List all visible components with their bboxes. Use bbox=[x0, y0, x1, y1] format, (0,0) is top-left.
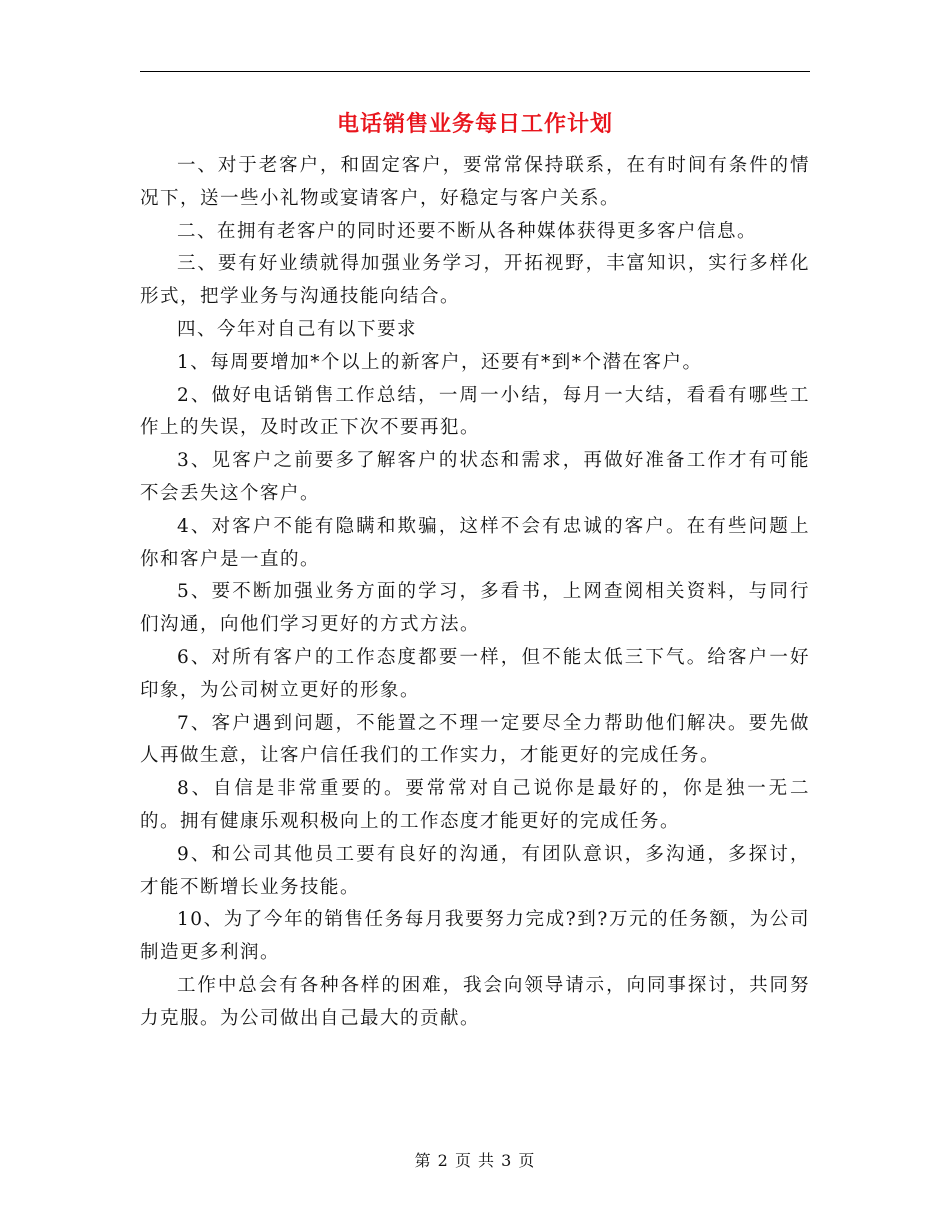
paragraph: 6、对所有客户的工作态度都要一样，但不能太低三下气。给客户一好印象，为公司树立更好的形象。 bbox=[140, 646, 810, 701]
header-rule bbox=[140, 71, 810, 72]
paragraph: 10、为了今年的销售任务每月我要努力完成?到?万元的任务额，为公司制造更多利润。 bbox=[140, 909, 810, 964]
document-title: 电话销售业务每日工作计划 bbox=[336, 112, 613, 137]
paragraph: 4、对客户不能有隐瞒和欺骗，这样不会有忠诚的客户。在有些问题上你和客户是一直的。 bbox=[140, 515, 810, 570]
paragraph: 一、对于老客户，和固定客户，要常常保持联系，在有时间有条件的情况下，送一些小礼物或宴请客户，好稳定与客户关系。 bbox=[140, 155, 810, 209]
paragraph: 工作中总会有各种各样的困难，我会向领导请示，向同事探讨，共同努力克服。为公司做出自己最大的贡献。 bbox=[140, 974, 810, 1029]
paragraph: 1、每周要增加*个以上的新客户，还要有*到*个潜在客户。 bbox=[177, 351, 703, 373]
document-body bbox=[140, 150, 810, 1036]
paragraph: 7、客户遇到问题，不能置之不理一定要尽全力帮助他们解决。要先做人再做生意，让客户信任我们的工作实力，才能更好的完成任务。 bbox=[140, 712, 810, 767]
paragraph: 8、自信是非常重要的。要常常对自己说你是最好的，你是独一无二的。拥有健康乐观积极向上的工作态度才能更好的完成任务。 bbox=[140, 778, 810, 832]
paragraph: 四、今年对自己有以下要求 bbox=[177, 318, 418, 340]
paragraph: 2、做好电话销售工作总结，一周一小结，每月一大结，看看有哪些工作上的失误，及时改正下次不要再犯。 bbox=[140, 384, 810, 439]
page-number: 第 2 页 共 3 页 bbox=[414, 1151, 536, 1170]
paragraph: 三、要有好业绩就得加强业务学习，开拓视野，丰富知识，实行多样化形式，把学业务与沟通技能向结合。 bbox=[140, 253, 810, 308]
paragraph: 二、在拥有老客户的同时还要不断从各种媒体获得更多客户信息。 bbox=[177, 220, 758, 242]
paragraph: 3、见客户之前要多了解客户的状态和需求，再做好准备工作才有可能不会丢失这个客户。 bbox=[140, 450, 810, 504]
paragraph: 5、要不断加强业务方面的学习，多看书，上网查阅相关资料，与同行们沟通，向他们学习更好的方式方法。 bbox=[140, 581, 810, 636]
paragraph: 9、和公司其他员工要有良好的沟通，有团队意识，多沟通，多探讨，才能不断增长业务技能。 bbox=[140, 843, 810, 898]
